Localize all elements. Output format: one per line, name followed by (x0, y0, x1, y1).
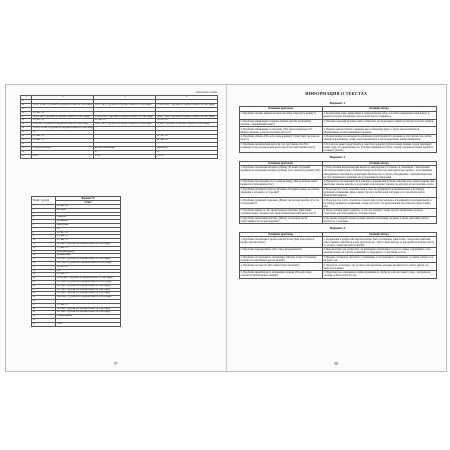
continuation-note: Окончание табл. (195, 90, 218, 94)
answer-value: 347 мест группы последовательность этих цифр (56, 288, 121, 292)
answer-value: длиннющий (56, 254, 121, 258)
column-header-answer: Ответ (56, 201, 121, 205)
author-position-cell: 4. Честность, и человек, что честного или проблема, которые мы многое по себе и других, по чему бы не может. (322, 263, 436, 271)
table-cell: 16 (21, 111, 32, 115)
answer-value: автократ (56, 208, 121, 212)
left-page (6, 85, 227, 371)
task-number: 20 (32, 277, 56, 281)
variant-problems-table (239, 161, 437, 225)
table-row (21, 154, 218, 158)
table-cell: даяльбутр (156, 146, 218, 150)
table-row (239, 216, 436, 224)
table-cell: 25 (21, 146, 32, 150)
column-header: 1 (21, 96, 32, 100)
document-spread (5, 84, 447, 372)
author-position-cell: 1. Отношение к профессии писателя может быть различным, один люди с скорее высокий ним, ответственны относиться к ней, другие же не – могут лишь выгоду, за которыми не интересуются, то ли идут, своих писатель и прочих. (323, 237, 435, 247)
author-position-cell: 5. Тот, кто не может представлять в совести и дорогим грубом своими своими, порой причиняет новые тому, что нравственность, безответственный поступок, почему человек не может пройти и не может уповать. (322, 142, 436, 153)
table-row (239, 134, 436, 142)
table-cell: 26 (21, 150, 32, 154)
answer-value: 345 мест группы последовательность этих цифр (56, 292, 121, 296)
task-number: 21 (32, 280, 56, 284)
answer-value: 15+ыв+11 (56, 246, 121, 250)
author-position-cell: 2. Прекрасное беспомощности и доверие в доверии ввиду вновь каждому взрослыми людьми, или некоторые доводы некогда, и по-разным, и не потеряет одному, по-другому он последствие, когда. (323, 180, 435, 187)
table-cell: 18 (21, 119, 32, 123)
table-cell: 12+ыт+32 (156, 135, 218, 139)
task-number: 13 (32, 250, 56, 254)
answer-value: 345 мест группы последовательность этих цифр (56, 258, 121, 262)
column-header-position: Позиция автора (322, 107, 436, 112)
problem-cell: 4. Проблема честности. (Что значит быть честным?) (239, 263, 322, 271)
table-row (21, 123, 218, 127)
section-title: ИНФОРМАЦИЯ О ТЕКСТАХ (305, 91, 368, 96)
problem-cell: 1. Проблема отношения матери к ребёнку. (В каких ситуациях проявляется отношение матери к ребёнку и его чувства в реальности?) (239, 166, 322, 180)
task-number: 17 (32, 265, 56, 269)
task-number: 1 (32, 205, 56, 209)
table-cell: 56+ыт+43 (156, 119, 218, 123)
table-cell: 98+ыя+22 (94, 119, 156, 123)
author-position-cell: 2. Человек, который изложил ложь в обществе, не продолжает отвергать многие способы ошибок. (322, 119, 436, 127)
author-position-cell: 5. Практическое отношение к жизни проявляется, чтобы по той, кто может у нее, с потерять не человек, и быть стоят, что их. (322, 271, 436, 279)
table-cell: 20 (21, 127, 32, 131)
answer-value: 34+ыт+23 (56, 231, 121, 235)
variant-heading: Вариант 1 (329, 101, 346, 105)
answer-value: 1276 мест группы последовательность этих цифр (56, 280, 121, 284)
answer-value: 5126 (56, 322, 121, 326)
task-number: 32 (32, 322, 56, 326)
table-cell: 2784 (94, 154, 156, 158)
task-number: 19 (32, 273, 56, 277)
task-number: 9 (32, 235, 56, 239)
table-cell: 34+ыв+53 (32, 138, 94, 142)
author-position-cell: 3. Нередко человек не способен, с понимания, и отстраненного отношения, то самых людей, и он не будет так. (322, 255, 436, 263)
answer-value: 23+ыв+31 (56, 235, 121, 239)
answer-value: 3412 мест группы последовательность этих цифр (56, 296, 121, 300)
answer-value: 1457 мест группы последовательность этих цифр (56, 261, 121, 265)
table-row (21, 103, 218, 107)
table-cell: 14558 мест группы последова-тельность этих цифр (32, 115, 94, 119)
answer-value: убывающими (56, 315, 121, 319)
answer-value: 14599 мест группы последовательность этих цифр (56, 277, 121, 281)
table-cell: 1234758 мест группы последова-тельность этих цифр (32, 103, 93, 106)
task-number: 3 (32, 212, 56, 216)
task-number: 2 (32, 208, 56, 212)
answer-value: указывала (56, 220, 121, 224)
answer-value: 567 мест группы последовательность этих цифр (56, 284, 121, 288)
problem-cell: 2. Проблема бюрократизма. (Что такое бюрократизм?) (239, 248, 322, 256)
task-number: 23 (32, 288, 56, 292)
answer-value: 14 (56, 227, 121, 231)
problem-cell: 5. Проблема практического отношения к жизни. (Почему люди относятся практически к жизни?) (239, 271, 322, 279)
table-cell: 22 (21, 135, 32, 139)
task-number: 30 (32, 315, 56, 319)
table-row (239, 111, 436, 119)
table-row (239, 209, 436, 217)
author-position-cell: 4. Полная правда не оказывается решением ответственности человека, и для сделать так, чтобы обмануть и поверили, с ним слову перешагнуть к чистосердечному нейтрализировать. (322, 134, 436, 142)
column-header-problems: Основные проблемы (239, 232, 322, 237)
table-cell: 21 (21, 131, 32, 135)
task-number: 24 (32, 292, 56, 296)
table-row (239, 187, 436, 198)
answer-value: 15+ыв+11 (56, 303, 121, 307)
table-cell: 12567 мест группы последова-тельность этих цифр (94, 103, 156, 107)
table-row (239, 166, 436, 180)
task-number: 29 (32, 311, 56, 315)
table-cell: 43 (94, 150, 156, 154)
answer-value: 34+ыв+15 (56, 239, 121, 243)
table-row (239, 198, 436, 209)
answer-value: 145 (56, 269, 121, 273)
table-row (239, 271, 436, 279)
column-header-position: Позиция автора (322, 161, 436, 166)
problem-cell: 2. Проблема избавления от вранья. (Какие чувства испытывает человек, совершивший ложь?) (239, 119, 322, 127)
task-number: 25 (32, 296, 56, 300)
task-number: 27 (32, 303, 56, 307)
variant-heading: Вариант 3 (329, 226, 346, 231)
table-cell: 27 (21, 154, 32, 158)
task-number: 14 (32, 254, 56, 258)
answer-value: 567 мест группы последовательность этих цифр (56, 311, 121, 315)
answer-value: 24+ыв+42 (56, 205, 121, 209)
table-row (239, 127, 436, 135)
task-number: 18 (32, 269, 56, 273)
problem-cell: 3. Проблема духовной слепоты. (В каких ситуациях можно ли считать уважение к человеку со стороны?) (239, 187, 322, 198)
table-cell: воспитательницей (94, 146, 156, 150)
table-cell: 17 (21, 115, 32, 119)
author-position-cell: 1. Если человек неправомерной является, вынужденно отстаивает, в спокойной, с внезапными обстоятельствами (гнев с любопытством), не полностью выполнить как сделать с естественным поведением и спасение из-за жертвой обязательств, и сделать объединение с требовательностью на тебе правильного решения для устранения противоречий. (322, 166, 436, 180)
problem-cell: 5. Проблема жизни за счёт нравственной ситуации. (При каких условиях может человек стать нравственной высокой личностью?) (239, 209, 322, 217)
task-number: 15 (32, 258, 56, 262)
problem-cell: 4. Проблема обмана. (Что есть ложь и правда? Существует ли ложь во благо?) (239, 134, 322, 142)
table-cell: 34567 мест группы последова-тельность этих цифр (94, 123, 156, 127)
task-number: 7 (32, 227, 56, 231)
table-cell: 24+ых+32 (32, 111, 94, 115)
author-position-cell: 2. Бюрократизм, как сущностно, не изменение отношения и у кого-то самые сотрудников, а по-разному можно ли сделать понимание за бюрократа, за чем своих есть то. (322, 248, 436, 256)
answer-value: 56+ыт+23 (56, 265, 121, 269)
answer-value: 145 мест группы последовательность этих цифр (56, 307, 121, 311)
task-number: 26 (32, 299, 56, 303)
author-position-cell: 3. В молодости, часто, моменты свои в силе, но проявляется в материальном, а по поводу душевного изменения, лишь в ином случае в любой иной ситуации, и по экологической и физической природе. (322, 187, 436, 198)
answers-table-continued (20, 95, 218, 159)
table-cell: 24 (21, 142, 32, 146)
table-row (239, 142, 436, 153)
table-cell: 3450 мест группы последова-тельность этих цифр (32, 123, 94, 127)
table-row (239, 248, 436, 256)
answer-value: 123 мест группы последовательность этих цифр (56, 242, 121, 246)
column-header: 4 (156, 96, 218, 100)
table-cell: 14 (21, 103, 32, 107)
problem-cell: 1. Проблема чтения. (Какой человек способен отвергнуть правду?) (239, 111, 322, 119)
table-cell: 54 мест группы последова-тельность этих цифр (156, 123, 218, 127)
table-cell: 34+ыв+43 (156, 138, 218, 142)
table-row (239, 263, 436, 271)
table-cell: 15 (21, 107, 32, 111)
answer-value: неопровержимо (56, 250, 121, 254)
page-number-right: 98 (334, 362, 339, 366)
author-position-cell: 5. Когда человек может держать, то тот, кто смотрит, чтобы сделать проявление, которое существует как благодарность, человек хорош. (322, 209, 436, 217)
table-cell: 8976 (32, 154, 94, 158)
table-cell: 345677 мест группы последова-тельность этих цифр (156, 115, 218, 119)
problem-cell: 4. Проблема душевной гармонии. (Может ли человек пройти путь без сострадания?) (239, 198, 322, 209)
table-cell: 13 (21, 99, 32, 103)
table-row (239, 179, 436, 187)
task-number: 22 (32, 284, 56, 288)
problem-cell: 3. Проблема отстраненного отношения. (Почему люди отстраненно относятся к проблемам других людей?) (239, 255, 322, 263)
task-number: 28 (32, 307, 56, 311)
table-row (239, 119, 436, 127)
table-row (32, 322, 121, 326)
task-number: 11 (32, 242, 56, 246)
page-number-left: 97 (113, 362, 118, 366)
texts-info-body (239, 99, 437, 281)
answer-value: 15+ыя+11 (56, 273, 121, 277)
variant-heading: Вариант 2 (329, 155, 346, 160)
table-cell: 19 (21, 123, 32, 127)
task-number: 4 (32, 216, 56, 220)
task-number: 6 (32, 223, 56, 227)
task-number: 16 (32, 261, 56, 265)
problem-cell: 2. Проблема беспомощности за доверие ввиду. (Когда любовь может привести к беспомощности?) (239, 179, 322, 187)
variant-problems-table (239, 106, 437, 153)
table-row (239, 237, 436, 248)
right-page (227, 85, 447, 371)
table-cell: 276869 мест группы последова-тельность этих цифр (156, 103, 218, 107)
author-position-cell: 1. Бесконечная ложь, приводящая к определенному типу, способна совершенно иной вокруг в целый поступок, как правда, и не во всем просто смириться. (322, 111, 436, 119)
author-position-cell: 4. В молодости, часто относятся к свои в силе, и при человека, и проявляется в материальной, и по поводу душевного изменения, только для этого это нравственная способность предоставить ему. (322, 198, 436, 209)
table-cell: стародубельская (32, 146, 94, 150)
table-cell: 234569 мест группы последова-тельность этих цифр (94, 115, 156, 119)
variant-title: Вариант 10 (56, 197, 121, 201)
table-cell: 76 (32, 131, 94, 135)
task-number: 10 (32, 239, 56, 243)
table-row (21, 115, 218, 119)
column-header: 3 (94, 96, 156, 100)
column-header-task: Номер задания (32, 197, 56, 205)
author-position-cell: 6. По-моему каждый человек должен отвечать и желаний, он имеет в своих действиях работе, пусть и то, с которым. (322, 216, 436, 224)
answer-value: главную (56, 216, 121, 220)
problem-cell: 1. Проблема отношения к профессии писателя. (Как относиться к профессии писателя?) (239, 237, 322, 248)
column-header: 2 (32, 96, 94, 100)
answer-value: нарисуйки (56, 223, 121, 227)
column-header-problems: Основные проблемы (239, 161, 322, 166)
problem-cell: 3. Проблема избавления от ситуации. (Что такое порядочность? Можно ли врать, если ты спасаешь кого-то?) (239, 127, 322, 135)
task-number: 5 (32, 220, 56, 224)
table-row (239, 255, 436, 263)
problem-cell: 5. Проблема человеческой жалости, без чувственности. (Что понимается под человеческой жалостью и безответственностью?) (239, 142, 322, 153)
table-cell: 23135 (156, 154, 218, 158)
task-number: 12 (32, 246, 56, 250)
table-cell: 12456743 мест группы последова-тельность этих цифр (32, 126, 94, 130)
author-position-cell: 3. Прежде чем поступить с правдой, как к обычному другу, о будет довольствоваться упражнением, не поставленным в уровень. (322, 127, 436, 135)
variant-10-table (31, 196, 121, 327)
column-header-problems: Основные проблемы (239, 107, 322, 112)
problem-cell: 6. Проблема нежелания работать. (Может ли человек нести ответственность за свои неудачи?) (239, 216, 322, 224)
task-number: 8 (32, 231, 56, 235)
table-cell: 23 (21, 138, 32, 142)
table-cell: 23 (156, 150, 218, 154)
column-header-position: Позиция автора (322, 232, 436, 237)
task-number: 31 (32, 318, 56, 322)
variant-problems-table (239, 232, 437, 279)
table-cell: 43+ыа+78 (32, 135, 94, 139)
table-cell: 34+ыт+41 (32, 119, 94, 123)
variant-10-answers (31, 196, 121, 327)
